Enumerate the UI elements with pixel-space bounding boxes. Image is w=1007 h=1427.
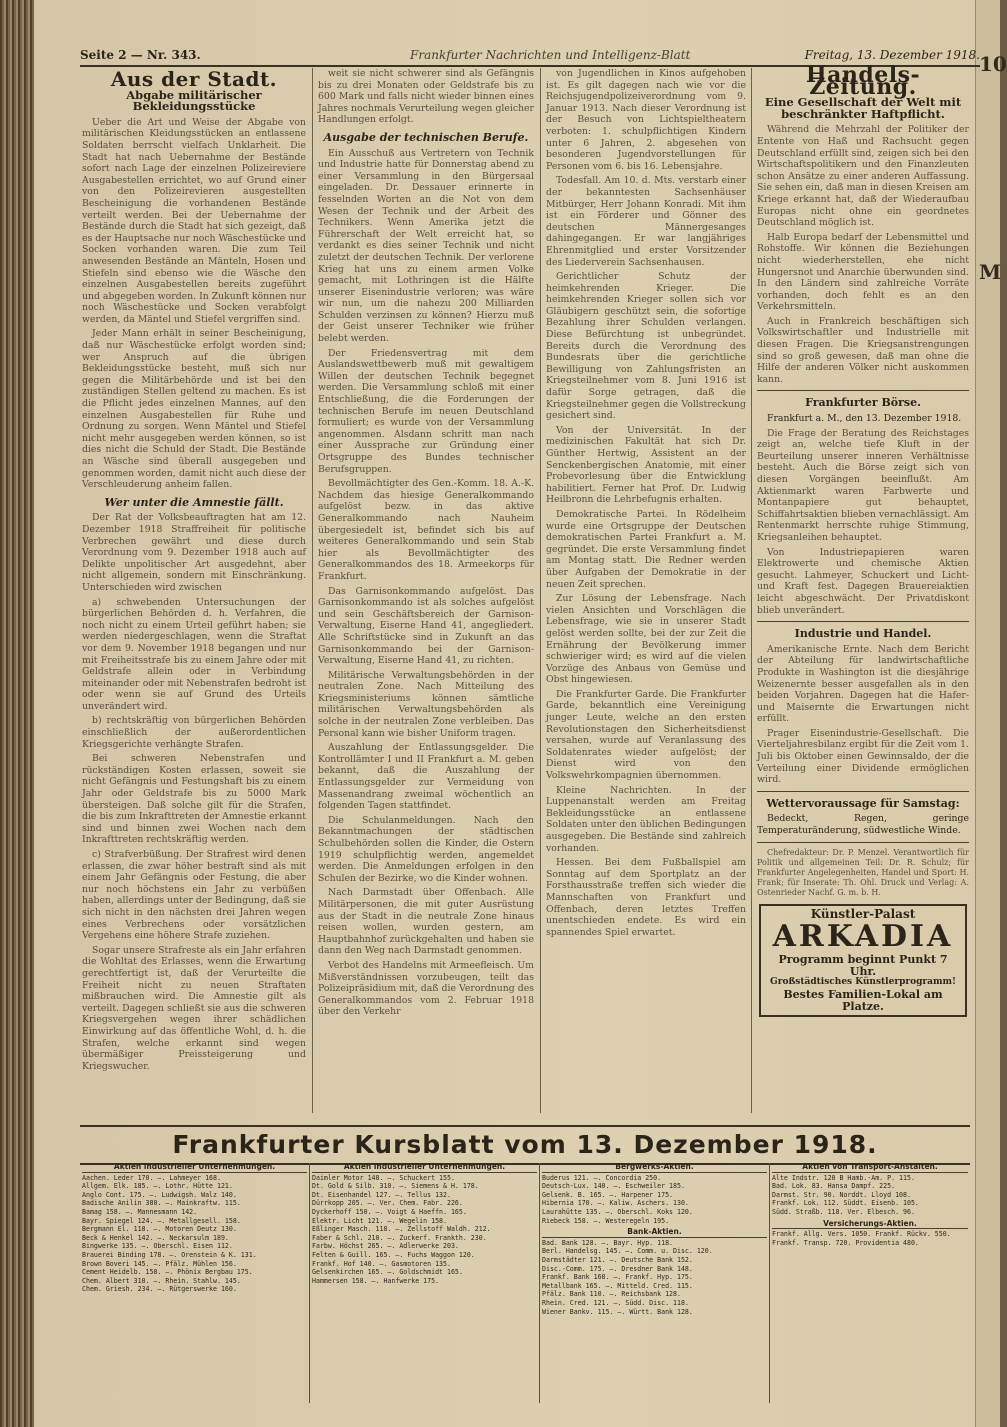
- kurs-row: Dürrkopp 205. —. Ver. Chem. Fabr. 226.: [312, 1199, 463, 1208]
- article-paragraph: Bevollmächtigter des Gen.-Komm. 18. A.-K. Nachdem das hiesige Generalkommando aufgelöst bezw. in das aktive Generalkommando nach Nauheim übergesiedelt ist, befindet sich bis auf weiteres Generalkommando und sein Stab hier als Bevollmächtigter des Generalkommandos des 18. Armeekorps für Frankfurt.: [318, 478, 534, 582]
- kurs-row: Bamag 158. —. Mannesmann 142.: [82, 1207, 198, 1216]
- kurs-row: Laurahütte 135. —. Oberschl. Koks 120.: [542, 1207, 693, 1216]
- article-paragraph: Ueber die Art und Weise der Abgabe von militärischen Kleidungsstücken an entlassene Soldaten berrscht vielfach Unklarheit. Die Stadt hat nach Uebernahme der Bestände sofort nach Lage der einzelnen Polizeireviere Ausgabestellen errichtet, wo auf Grund einer von den Polizeirevieren ausgestellten Bescheinigung die vorhandenen Bestände verteilt werden. Bei der Uebernahme der Bestände durch die Stadt hat sich gezeigt, daß es der Hauptsache nur noch Wäschestücke und Socken vorhanden waren. Die zum Teil anwesenden Bestände an Mänteln, Hosen und Stiefeln sind ebenso wie die Wäsche den einzelnen Ausgabestellen bereits zugeführt und abgegeben worden. In Zukunft können nur noch Wäschestücke und Socken verabfolgt werden, da Mäntel und Stiefel vergriffen sind.: [82, 116, 306, 325]
- kurs-row: Aachen. Leder 170. —. Lahmeyer 168.: [82, 1173, 221, 1182]
- kurs-row: Farbw. Höchst 265. —. Adlerwerke 203.: [312, 1242, 459, 1251]
- article-paragraph: Nach Darmstadt über Offenbach. Alle Militärpersonen, die mit guter Ausrüstung aus der Stadt in die neutrale Zone hinaus reisen wollen, wurden gestern, am Hauptbahnhof zurückgehalten und haben sie dann den Weg nach Darmstadt genommen.: [318, 887, 534, 957]
- kurs-row: Dyckerhoff 150. —. Voigt & Haeffn. 165.: [312, 1207, 467, 1216]
- article-paragraph: Verbot des Handelns mit Armeefleisch. Um Mißverständnissen vorzubeugen, teilt das Polizeipräsidium mit, daß die Verordnung des Generalkommandos vom 2. Februar 1918 über den Verkehr: [318, 959, 534, 1018]
- column-rule: [312, 68, 313, 1113]
- kurs-row: Frankf. Allg. Vers. 1050. Frankf. Rückv. 550.: [772, 1230, 951, 1239]
- article-paragraph: Zur Lösung der Lebensfrage. Nach vielen Ansichten und Vorschlägen die Lebensfrage, wie sie in unserer Stadt gelöst werden sollte, bei der zur Zeit die Ernährung der Bevölkerung immer schwieriger wird; es wird auf die vielen Vorzüge des Anbaus von Gemüse und Obst hingewiesen.: [546, 593, 746, 686]
- article-paragraph: Während die Mehrzahl der Politiker der Entente von Haß und Rachsucht gegen Deutschland erfüllt sind, zeigen sich bei den Wirtschaftspolitikern und den Finanzleuten schon Ansätze zu einer anderen Auffassung. Sie sehen ein, daß man in diesen Kreisen am Kriege erkannt hat, daß der Wiederaufbau Europas nicht ohne ein geordnetes Deutschland möglich ist.: [757, 124, 969, 229]
- article-heading: Industrie und Handel.: [794, 627, 932, 641]
- kurs-row: Deutsch-Lux. 140. —. Eschweiler 185.: [542, 1182, 685, 1191]
- article-paragraph: Gerichtlicher Schutz der heimkehrenden Krieger. Die heimkehrenden Krieger sollen sich vor Gläubigern geschützt sein, die sofortige Bezahlung ihrer Schulden verlangen. Diese Befürchtung ist unbegründet. Bereits durch die Verordnung des Bundesrats über die gerichtliche Bewilligung von Zahlungsfristen an Kriegsteilnehmer vom 8. Juni 1916 ist dafür Sorge getragen, daß die Kriegsteilnehmer gegen die Vollstreckung gesichert sind.: [546, 271, 746, 422]
- article-paragraph: c) Strafverbüßung. Der Strafrest wird denen erlassen, die zwar höher bestraft sind als mit einem Jahr Gefängnis oder Festung, die aber nur noch höchstens ein Jahr zu verbüßen haben, allerdings unter der Bedingung, daß sie sich nicht in den nächsten drei Jahren wegen eines Verbrechens oder vorsätzlichen Vergehens eine höhere Strafe zuziehen.: [82, 849, 306, 942]
- kurs-row: Allgem. Elk. 185. —. Lothr. Hütte 121.: [82, 1182, 233, 1191]
- column-rule: [540, 68, 541, 1113]
- kurs-row: Wiener Bankv. 115. —. Württ. Bank 128.: [542, 1307, 693, 1316]
- column-handels-zeitung: [757, 62, 969, 1113]
- kurs-row: Berl. Handelsg. 145. —. Comm. u. Disc. 120.: [542, 1247, 713, 1256]
- kurs-rows: [772, 1230, 968, 1247]
- kurs-row: Buderus 121. —. Concordia 250.: [542, 1173, 662, 1182]
- article-paragraph: Die Frankfurter Garde. Die Frankfurter Garde, bekanntlich eine Vereinigung junger Leute, welche an den ersten Revolutionstagen den Sicherheitsdienst versahen, wurde auf Veranlassung des Soldatenrates wieder aufgelöst; der Dienst wird von den Volkswehrkompagnien übernommen.: [546, 688, 746, 782]
- kurs-row: Chem. Griesh. 234. —. Rütgerswerke 160.: [82, 1285, 237, 1294]
- kurs-column-industrie: [80, 1163, 310, 1403]
- article-paragraph: weit sie nicht schwerer sind als Gefängnis bis zu drei Monaten oder Geldstrafe bis zu 600 Mark und falls nicht wieder binnen eines Jahres nochmals Verurteilung wegen gleicher Handlungen erfolgt.: [318, 68, 534, 126]
- ad-line: Großstädtisches Künstlerprogramm!: [770, 977, 956, 988]
- kurs-column-bergwerk-bank: [540, 1163, 770, 1403]
- article-paragraph: Kleine Nachrichten. In der Luppenanstalt werden am Freitag Bekleidungsstücke an entlassene Soldaten unter den üblichen Bedingungen ausgegeben. Die Bestände sind zahlreich vorhanden.: [546, 784, 746, 854]
- article-paragraph: Jeder Mann erhält in seiner Bescheinigung, daß nur Wäschestücke erfolgt worden sind; wer Anspruch auf die übrigen Bekleidungsstücke besteht, muß sich nur gegen die Militärbehörde und ist bei den zuständigen Stellen geltend zu machen. Es ist die Pflicht jedes einzelnen Mannes, auf den einzelnen Ausgabestellen für Ruhe und Ordnung zu sorgen. Wenn Mäntel und Stiefel nicht mehr ausgegeben werden können, so ist dies nicht die Schuld der Stadt. Die Bestände an Wäsche sind überall ausgegeben und genommen worden, damit nicht auch diese der Verschleuderung anheim fallen.: [82, 328, 306, 491]
- article-paragraph: b) rechtskräftig von bürgerlichen Behörden einschließlich der außerordentlichen Kriegsgerichte verhängte Strafen.: [82, 715, 306, 750]
- kurs-heading: Aktien von Transport-Anstalten.: [772, 1163, 968, 1173]
- kurs-row: Badische Anilin 380. —. Mainkraftw. 115.: [82, 1199, 241, 1208]
- kurs-column-industrie-2: [310, 1163, 540, 1403]
- kurs-row: Rhein. Cred. 121. —. Südd. Disc. 118.: [542, 1298, 689, 1307]
- kurs-row: Gelsenk. B. 165. —. Harpener 175.: [542, 1190, 674, 1199]
- kurs-heading: Versicherungs-Aktien.: [772, 1220, 968, 1230]
- kurs-row: Dt. Gold & Silb. 310. —. Siemens & H. 178.: [312, 1182, 479, 1191]
- kurs-row: Frankf. Lok. 112. Süddt. Eisenb. 105.: [772, 1199, 919, 1208]
- kurs-column-transport: [770, 1163, 970, 1403]
- article-paragraph: Das Garnisonkommando aufgelöst. Das Garnisonkommando ist als solches aufgelöst und sein Geschäftsbereich der Garnison-Verwaltung, Eiserne Hand 41, angegliedert. Alle Schriftstücke sind in Zukunft an das Garnisonkommando bei der Garnison-Verwaltung, Eiserne Hand 41, zu richten.: [318, 585, 534, 667]
- kurs-row: Frankf. Bank 168. —. Frankf. Hyp. 175.: [542, 1273, 693, 1282]
- kurs-row: Gelsenkirchen 165. —. Goldschmidt 165.: [312, 1268, 463, 1277]
- kurs-rows: [772, 1174, 968, 1217]
- kurs-row: Darmstädter 121. —. Deutsche Bank 152.: [542, 1255, 693, 1264]
- kurs-rows: [542, 1239, 767, 1316]
- kurs-row: Bergmann El. 118. —. Motoren Deutz 130.: [82, 1225, 237, 1234]
- kurs-rows: [312, 1174, 537, 1286]
- article-paragraph: Halb Europa bedarf der Lebensmittel und Rohstoffe. Wir können die Beziehungen nicht wiederherstellen, ehe nicht Hungersnot und Anarchie überwunden sind. In den Ländern sind zahlreiche Vorräte vorhanden, doch fehlt es an den Verkehrsmitteln.: [757, 231, 969, 313]
- article-heading: Wer unter die Amnestie fällt.: [104, 495, 284, 509]
- page-number: Seite 2 — Nr. 343.: [80, 48, 201, 62]
- kurs-row: Beck & Henkel 142. —. Neckarsulm 189.: [82, 1233, 229, 1242]
- kurs-row: Brauerei Binding 178. —. Orenstein & K. 131.: [82, 1250, 257, 1259]
- kurs-row: Disc.-Comm. 175. —. Dresdner Bank 148.: [542, 1264, 693, 1273]
- article-paragraph: Der Rat der Volksbeauftragten hat am 12. Dezember 1918 Straffreiheit für politische Verbrechen gewährt und diese durch Verordnung vom 9. Dezember 1918 auch auf Delikte unpolitischer Art ausgedehnt, aber nicht allgemein, sondern mit Einschränkung. Unterschieden wird zwischen: [82, 512, 306, 593]
- kurs-rows: [82, 1174, 307, 1294]
- article-paragraph: Ein Ausschuß aus Vertretern von Technik und Industrie hatte für Donnerstag abend zu einer Versammlung in den Bürgersaal eingeladen. Dr. Dessauer erinnerte in fesselnden Worten an die Not von dem Wesen der Technik und der Arbeit des Technikers. Wenn Amerika jetzt die Führerschaft der Welt erreicht hat, so verdankt es dies seiner Technik und nicht zuletzt der deutschen Technik. Der verlorene Krieg hat uns zu einem armen Volke gemacht, mit Lothringen ist die Hälfte unserer Eisenindustrie verloren; was wäre wir nun, um die nahezu 200 Milliarden Schulden verzinsen zu können? Hierzu muß der Geist unserer Techniker wie früher belebt werden.: [318, 147, 534, 345]
- kurs-row: Frankf. Hof 140. —. Gasmotoren 135.: [312, 1259, 451, 1268]
- ad-line: Programm beginnt Punkt 7 Uhr.: [778, 953, 948, 978]
- kurs-row: Metallbank 165. —. Mitteld. Cred. 115.: [542, 1281, 693, 1290]
- article-paragraph: Von der Universität. In der medizinischen Fakultät hat sich Dr. Günther Hertwig, Assistent an der Senckenbergischen Anatomie, mit einer Probevorlesung über die Entwicklung habilitiert. Ferner hat Prof. Dr. Ludwig Heilbronn die Lehrbefugnis erhalten.: [546, 424, 746, 506]
- kurs-heading: Aktien industrieller Unternehmungen.: [82, 1163, 307, 1173]
- kurs-row: Hibernia 170. —. Kaliw. Aschers. 130.: [542, 1199, 689, 1208]
- kurs-row: Riebeck 158. —. Westeregeln 195.: [542, 1216, 670, 1225]
- kurs-row: Felten & Guill. 165. —. Fuchs Waggon 120.: [312, 1250, 475, 1259]
- article-heading: Abgabe militärischer Bekleidungsstücke: [126, 87, 262, 114]
- article-paragraph: von Jugendlichen in Kinos aufgehoben ist. Es gilt dagegen nach wie vor die Reichsjugendpolizeiverordnung vom 9. Januar 1913. Nach dieser Verordnung ist der Besuch von Lichtspieltheatern verboten: 1. schulpflichtigen Kindern unter 6 Jahren, 2. abgesehen von besonderen Jugendvorstellungen für Personen vom 6. bis 16. Lebensjahre.: [546, 68, 746, 172]
- article-paragraph: Todesfall. Am 10. d. Mts. verstarb einer der bekanntesten Sachsenhäuser Mitbürger, Herr Johann Konradi. Mit ihm ist ein Förderer und Gönner des deutschen Männergesanges dahingegangen. Er war langjähriges Ehrenmitglied und erster Vorsitzender des Liederverein Sachsenhausen.: [546, 175, 746, 268]
- kurs-row: Elektr. Licht 121. —. Wegelin 158.: [312, 1216, 447, 1225]
- divider: [757, 390, 969, 391]
- kurs-row: Bingwerke 135. —. Oberschl. Eisen 112.: [82, 1242, 233, 1251]
- article-paragraph: Amerikanische Ernte. Nach dem Bericht der Abteilung für landwirtschaftliche Produkte in Washington ist die diesjährige Weizenernte besser ausgefallen als in den beiden Vorjahren. Dagegen hat die Hafer- und Maisernte die Erwartungen nicht erfüllt.: [757, 643, 969, 725]
- divider: [757, 842, 969, 843]
- kurs-row: Chem. Albert 310. —. Rhein. Stahlw. 145.: [82, 1276, 241, 1285]
- article-paragraph: Sogar unsere Strafreste als ein Jahr erfahren die Wohltat des Erlasses, wenn die Erwartung gerechtfertigt ist, daß der Verurteilte die Freiheit nicht zu neuen Straftaten mißbrauchen wird. Die Amnestie gilt als verteilt. Dagegen schließt sie aus die schweren Kriegsvergehen wegen ihrer schädlichen Einwirkung auf das öffentliche Wohl, d. h. die Strafen, welche erkannt sind wegen übermäßiger Preissteigerung und Kriegswucher.: [82, 944, 306, 1072]
- article-paragraph: Von Industriepapieren waren Elektrowerte und chemische Aktien gesucht. Lahmeyer, Schuckert und Licht- und Kraft fest. Dagegen Brauereiaktien leicht abgeschwächt. Der Privatdiskont blieb unverändert.: [757, 546, 969, 616]
- article-heading: Eine Gesellschaft der Welt mit beschränkter Haftpflicht.: [764, 95, 962, 121]
- kurs-heading: Bergwerks-Aktien.: [542, 1163, 767, 1173]
- article-paragraph: Auszahlung der Entlassungsgelder. Die Kontrollämter I und II Frankfurt a. M. geben bekannt, daß die Auszahlung der Entlassungsgelder zur Vermeidung von Massenandrang zweimal wöchentlich an folgenden Tagen stattfindet.: [318, 742, 534, 812]
- article-paragraph: Militärische Verwaltungsbehörden in der neutralen Zone. Nach Mitteilung des Kriegsministeriums können sämtliche militärischen Verwaltungsbehörden als solche in der neutralen Zone verbleiben. Das Personal kann wie bisher Uniform tragen.: [318, 669, 534, 739]
- divider: [757, 621, 969, 622]
- divider: [757, 791, 969, 792]
- weather-heading: Wettervoraussage für Samstag:: [766, 796, 960, 810]
- column-aus-der-stadt: [82, 68, 306, 1113]
- kursblatt-table: [80, 1163, 970, 1403]
- newspaper-name: Frankfurter Nachrichten und Intelligenz-Blatt: [410, 48, 691, 62]
- article-paragraph: Bei schweren Nebenstrafen und rückständigen Kosten erlassen, soweit sie nicht Gefängnis und Festungshaft bis zu einem Jahr oder Geldstrafe bis zu 5000 Mark übersteigen. Daß solche gilt für die Strafen, die bis zum Inkrafttreten der Amnestie erkannt sind und binnen zwei Wochen nach dem Inkrafttreten rechtskräftig werden.: [82, 753, 306, 846]
- kurs-row: Südd. Straßb. 118. Ver. Elbesch. 96.: [772, 1207, 915, 1216]
- article-paragraph: Demokratische Partei. In Rödelheim wurde eine Ortsgruppe der Deutschen demokratischen Partei Frankfurt a. M. gegründet. Die erste Versammlung findet am Montag statt. Die Redner werden über Aufgaben der Demokratie in der neuen Zeit sprechen.: [546, 508, 746, 590]
- article-paragraph: Die Frage der Beratung des Reichstages zeigt an, welche tiefe Kluft in der Beurteilung unserer inneren Verhältnisse besteht. Auch die Börse zeigt sich von diesen Vorgängen beeinflußt. Am Aktienmarkt waren Farbwerte und Montanpapiere gut behauptet, Schiffahrtsaktien blieben vernachlässigt. Am Rentenmarkt herrschte ruhige Stimmung, Kriegsanleihen behauptet.: [757, 427, 969, 543]
- article-heading: Ausgabe der technischen Berufe.: [323, 130, 529, 144]
- article-paragraph: Der Friedensvertrag mit dem Auslandswettbewerb muß mit gewaltigem Willen der deutschen Technik begegnet werden. Die Versammlung schloß mit einer Entschließung, die die Forderungen der technischen Berufe im neuen Deutschland formuliert; es wurde von der Versammlung angenommen. Alsdann schritt man nach einer Aussprache zur Gründung einer Ortsgruppe des Bundes technischer Berufsgruppen.: [318, 347, 534, 475]
- ad-venue: Künstler-Palast: [810, 906, 916, 921]
- ad-line: Bestes Familien-Lokal am Platze.: [783, 988, 943, 1013]
- article-paragraph: Die Schulanmeldungen. Nach den Bekanntmachungen der städtischen Schulbehörden sollen die Kinder, die Ostern 1919 schulpflichtig werden, angemeldet werden. Die Anmeldungen erfolgen in den Schulen der Bezirke, wo die Kinder wohnen.: [318, 814, 534, 884]
- column-local-news-2: [546, 68, 746, 1113]
- kurs-row: Bayr. Spiegel 124. —. Metallgesell. 158.: [82, 1216, 241, 1225]
- kurs-row: Frankf. Transp. 720. Providentia 480.: [772, 1238, 919, 1247]
- imprint: Chefredakteur: Dr. P. Menzel. Verantwortlich für Politik und allgemeinen Teil: Dr. R. Schulz; für Frankfurter Angelegenheiten, Handel und Sport: H. Frank; für Inserate: Th. Ohl. Druck und Verlag: A. Ostenrieder Nachf. G. m. b. H.: [757, 847, 969, 897]
- kurs-row: Bad. Bank 128. —. Bayr. Hyp. 118.: [542, 1238, 674, 1247]
- kurs-row: Brown Boveri 145. —. Pfälz. Mühlen 156.: [82, 1259, 237, 1268]
- column-rule: [751, 68, 752, 1113]
- kurs-row: Cement Heidelb. 158. —. Phönix Bergbau 175.: [82, 1268, 253, 1277]
- kurs-row: Dt. Eisenhandel 127. —. Tellus 132.: [312, 1190, 451, 1199]
- weather-forecast: Bedeckt, Regen, geringe Temperaturänderung, südwestliche Winde.: [757, 813, 969, 837]
- adjacent-page-number: 10: [979, 52, 1007, 76]
- kurs-row: Daimler Motor 148. —. Schuckert 155.: [312, 1173, 455, 1182]
- kurs-row: Bad. Lok. 83. Hansa Dampf. 225.: [772, 1182, 896, 1191]
- adjacent-page-strip: [975, 0, 1007, 1427]
- article-heading: Frankfurter Börse.: [805, 396, 921, 410]
- kurs-row: Faber & Schl. 210. —. Zuckerf. Frankth. 230.: [312, 1233, 487, 1242]
- kursblatt-title: Frankfurter Kursblatt vom 13. Dezember 1918.: [80, 1125, 970, 1165]
- article-paragraph: Auch in Frankreich beschäftigen sich Volkswirtschaftler und Industrielle mit diesen Fragen. Die Kriegsanstrengungen sind so groß gewesen, daß man ohne die Hilfe der anderen Völker nicht auskommen kann.: [757, 315, 969, 385]
- dateline: Frankfurt a. M., den 13. Dezember 1918.: [767, 413, 962, 425]
- adjacent-page-letter: M: [979, 260, 1002, 284]
- kurs-row: Alte Indstr. 120 B Hamb.-Am. P. 115.: [772, 1173, 915, 1182]
- kurs-row: Hammersen 158. —. Hanfwerke 175.: [312, 1276, 440, 1285]
- article-paragraph: Prager Eisenindustrie-Gesellschaft. Die Vierteljahresbilanz ergibt für die Zeit vom 1. Juli bis Oktober einen Gewinnsaldo, der die Verteilung einer Dividende ermöglichen wird.: [757, 727, 969, 786]
- kurs-row: Darmst. Str. 90. Norddt. Lloyd 108.: [772, 1190, 911, 1199]
- kurs-row: Eßlinger Masch. 118. —. Zellstoff Waldh. 212.: [312, 1225, 491, 1234]
- kurs-rows: [542, 1174, 767, 1226]
- kurs-heading: Aktien industrieller Unternehmungen.: [312, 1163, 537, 1173]
- issue-date: Freitag, 13. Dezember 1918.: [804, 48, 980, 62]
- column-local-news: [318, 68, 534, 1113]
- kurs-row: Anglo Cont. 175. —. Ludwigsh. Walz 140.: [82, 1190, 237, 1199]
- section-title: Aus der Stadt.: [110, 67, 278, 91]
- book-binding: [0, 0, 34, 1427]
- kurs-heading: Bank-Aktien.: [542, 1228, 767, 1238]
- section-title: Handels-Zeitung.: [805, 62, 921, 100]
- arkadia-advertisement: [759, 904, 967, 1018]
- ad-name: ARKADIA: [772, 919, 954, 955]
- article-paragraph: a) schwebenden Untersuchungen der bürgerlichen Behörden d. h. Verfahren, die noch nicht zu einem Urteil geführt haben; sie werden niedergeschlagen, wenn die Straftat vor dem 9. November 1918 begangen und nur mit Freiheitsstrafe bis zu einem Jahre oder mit Geldstrafe allein oder in Verbindung miteinander oder mit Nebenstrafen bedroht ist oder wenn sie auf Grund des Urteils unverändert wird.: [82, 596, 306, 712]
- kurs-row: Pfälz. Bank 110. —. Reichsbank 128.: [542, 1290, 681, 1299]
- article-paragraph: Hessen. Bei dem Fußballspiel am Sonntag auf dem Sportplatz an der Forsthausstraße treffen sich wieder die Mannschaften von Frankfurt und Offenbach, deren letztes Treffen unentschieden endete. Es wird ein spannendes Spiel erwartet.: [546, 857, 746, 938]
